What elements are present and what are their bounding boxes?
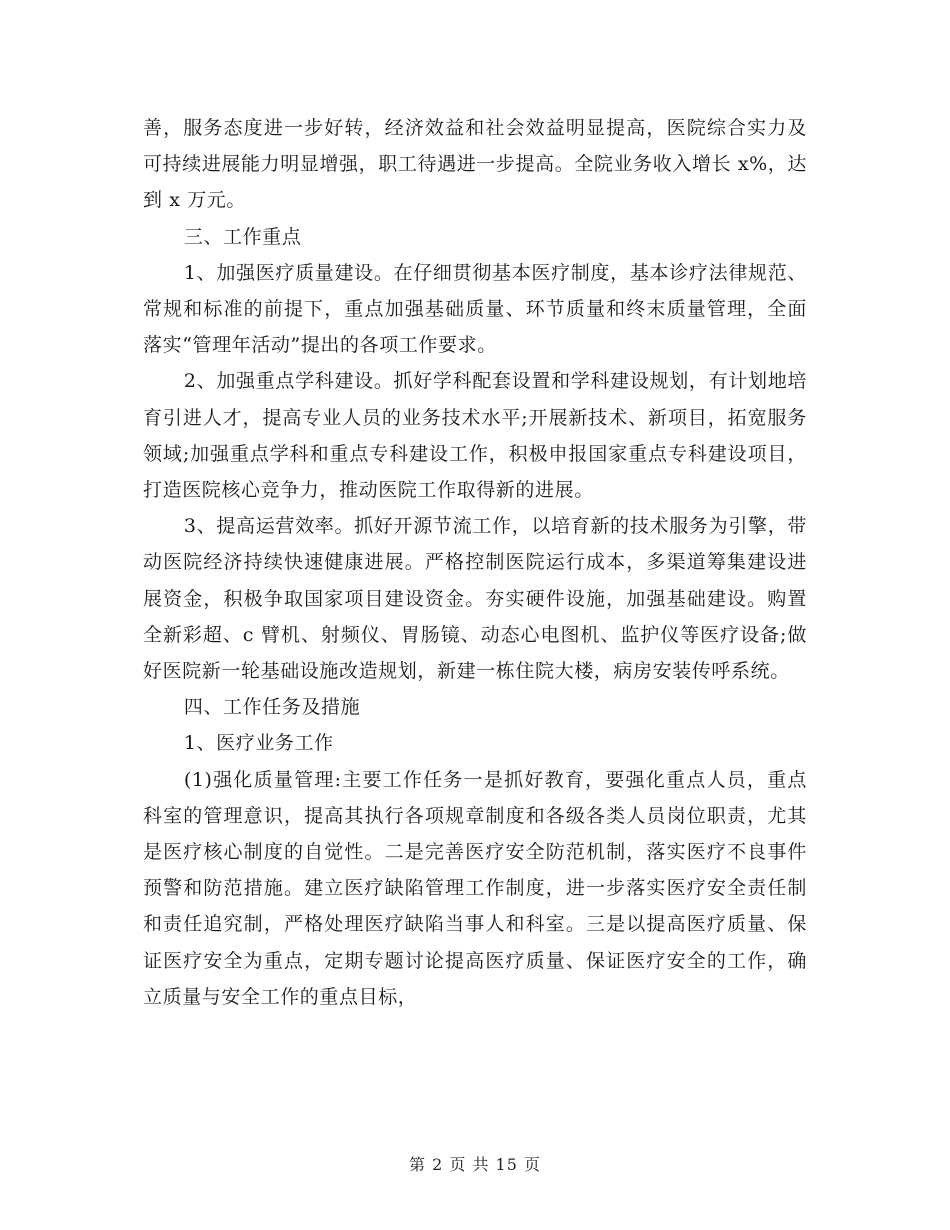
paragraph-quality: 1、加强医疗质量建设。在仔细贯彻基本医疗制度，基本诊疗法律规范、常规和标准的前提下，重点加强基础质量、环节质量和终末质量管理，全面落实“管理年活动”提出的各项工作要求。	[143, 261, 807, 357]
paragraph-1: 善，服务态度进一步好转，经济效益和社会效益明显提高，医院综合实力及可持续进展能力明显增强，职工待遇进一步提高。全院业务收入增长 x%，达到 x 万元。	[143, 117, 807, 212]
section-heading-3: 三、工作重点	[183, 225, 302, 248]
paragraph-discipline: 2、加强重点学科建设。抓好学科配套设置和学科建设规划，有计划地培育引进人才，提高专业人员的业务技术水平;开展新技术、新项目，拓宽服务领域;加强重点学科和重点专科建设工作，积极申报国家重点专科建设项目，打造医院核心竞争力，推动医院工作取得新的进展。	[143, 370, 807, 502]
paragraph-efficiency: 3、提高运营效率。抓好开源节流工作，以培育新的技术服务为引擎，带动医院经济持续快速健康进展。严格控制医院运行成本，多渠道筹集建设进展资金，积极争取国家项目建设资金。夯实硬件设施，加强基础建设。购置全新彩超、c 臂机、射频仪、胃肠镜、动态心电图机、监护仪等医疗设备;做好医院新一轮基础设施改造规划，新建一栋住院大楼，病房安装传呼系统。	[143, 515, 807, 683]
subheading-medical-work: 1、医疗业务工作	[183, 732, 334, 755]
page-footer: 第 2 页 共 15 页	[409, 1155, 541, 1174]
paragraph-quality-management: (1)强化质量管理:主要工作任务一是抓好教育，要强化重点人员，重点科室的管理意识，提高其执行各项规章制度和各级各类人员岗位职责，尤其是医疗核心制度的自觉性。二是完善医疗安全防范机制，落实医疗不良事件预警和防范措施。建立医疗缺陷管理工作制度，进一步落实医疗安全责任制和责任追究制，严格处理医疗缺陷当事人和科室。三是以提高医疗质量、保证医疗安全为重点，定期专题讨论提高医疗质量、保证医疗安全的工作，确立质量与安全工作的重点目标，	[143, 768, 807, 1008]
document-body	[143, 110, 807, 1015]
section-heading-4: 四、工作任务及措施	[183, 696, 361, 719]
